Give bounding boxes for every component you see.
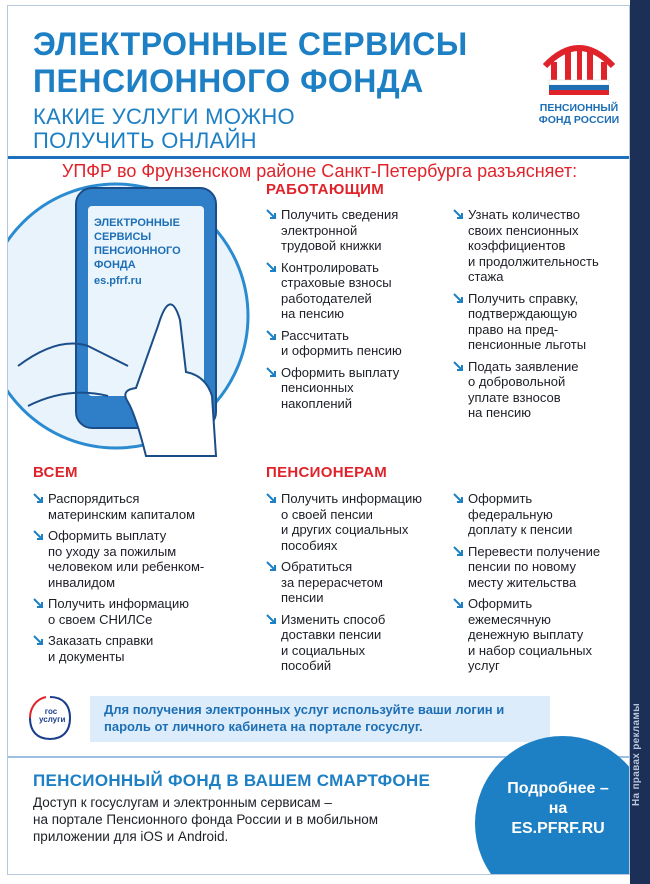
advertising-note: На правах рекламы bbox=[631, 703, 642, 807]
more-info-line-1: Подробнее – bbox=[507, 780, 609, 797]
list-item: Оформить выплату по уходу за пожилым человеком или ребенком- инвалидом bbox=[33, 528, 253, 590]
notice-text: УПФР во Фрунзенском районе Санкт-Петербурга разъясняет: bbox=[61, 161, 578, 181]
arrow-bullet-icon bbox=[33, 493, 43, 503]
arrow-bullet-icon bbox=[266, 209, 276, 219]
arrow-bullet-icon bbox=[266, 614, 276, 624]
title-line-2: ПЕНСИОННОГО ФОНДА bbox=[33, 63, 424, 99]
working-list-col1 bbox=[266, 207, 446, 417]
arrow-bullet-icon bbox=[266, 330, 276, 340]
list-item: Получить справку, подтверждающую право на пред- пенсионные льготы bbox=[453, 291, 623, 353]
phone-screen-line-3: ПЕНСИОННОГО bbox=[94, 245, 181, 257]
gosuslugi-logo bbox=[26, 694, 74, 742]
pfr-emblem-icon bbox=[531, 28, 627, 100]
list-item: Заказать справки и документы bbox=[33, 633, 253, 664]
pensioners-list-col1 bbox=[266, 491, 446, 680]
subtitle-line-1: КАКИЕ УСЛУГИ МОЖНО bbox=[33, 104, 295, 129]
phone-screen-line-2: СЕРВИСЫ bbox=[94, 231, 152, 243]
list-item: Оформить ежемесячную денежную выплату и набор социальных услуг bbox=[453, 596, 623, 674]
app-title: ПЕНСИОННЫЙ ФОНД В ВАШЕМ СМАРТФОНЕ bbox=[33, 771, 431, 790]
pfr-logo-caption-2: ФОНД РОССИИ bbox=[538, 114, 620, 126]
list-item: Узнать количество своих пенсионных коэффициентов и продолжительность стажа bbox=[453, 207, 623, 285]
list-item: Оформить выплату пенсионных накоплений bbox=[266, 365, 446, 412]
list-item: Контролировать страховые взносы работодателей на пенсию bbox=[266, 260, 446, 322]
list-item: Получить информацию о своем СНИЛСе bbox=[33, 596, 253, 627]
pensioners-list-col2 bbox=[453, 491, 623, 680]
more-info-line-2: на ES.PFRF.RU bbox=[511, 800, 605, 837]
arrow-bullet-icon bbox=[266, 493, 276, 503]
header-divider bbox=[8, 156, 630, 159]
pfr-logo-caption-1: ПЕНСИОННЫЙ bbox=[539, 102, 619, 114]
arrow-bullet-icon bbox=[453, 361, 463, 371]
phone-illustration bbox=[8, 176, 263, 466]
arrow-bullet-icon bbox=[453, 546, 463, 556]
arrow-bullet-icon bbox=[453, 598, 463, 608]
more-info-text bbox=[503, 779, 613, 839]
all-list bbox=[33, 491, 253, 670]
arrow-bullet-icon bbox=[266, 367, 276, 377]
pfr-logo-caption bbox=[531, 102, 627, 126]
phone-screen-line-4: ФОНДА bbox=[94, 259, 136, 271]
gosuslugi-banner bbox=[90, 696, 550, 742]
section-title-all: ВСЕМ bbox=[33, 464, 78, 481]
list-item: Оформить федеральную доплату к пенсии bbox=[453, 491, 623, 538]
list-item: Обратиться за перерасчетом пенсии bbox=[266, 559, 446, 606]
list-item: Получить информацию о своей пенсии и других социальных пособиях bbox=[266, 491, 446, 553]
arrow-bullet-icon bbox=[33, 598, 43, 608]
pfr-logo bbox=[531, 28, 627, 136]
gosuslugi-logo-text: гос услуги bbox=[39, 707, 66, 724]
poster bbox=[7, 5, 630, 875]
app-text: Доступ к госуслугам и электронным сервисам – на портале Пенсионного фонда России и в мобильном приложении для iOS и Android. bbox=[33, 795, 379, 844]
title-line-1: ЭЛЕКТРОННЫЕ СЕРВИСЫ bbox=[33, 26, 468, 62]
phone-screen-url: es.pfrf.ru bbox=[94, 275, 142, 287]
arrow-bullet-icon bbox=[33, 530, 43, 540]
section-title-pensioners: ПЕНСИОНЕРАМ bbox=[266, 464, 388, 481]
list-item: Распорядиться материнским капиталом bbox=[33, 491, 253, 522]
arrow-bullet-icon bbox=[266, 262, 276, 272]
list-item: Подать заявление о добровольной уплате взносов на пенсию bbox=[453, 359, 623, 421]
arrow-bullet-icon bbox=[266, 561, 276, 571]
list-item: Получить сведения электронной трудовой книжки bbox=[266, 207, 446, 254]
arrow-bullet-icon bbox=[453, 293, 463, 303]
subtitle-line-2: ПОЛУЧИТЬ ОНЛАЙН bbox=[33, 128, 257, 153]
list-item: Рассчитать и оформить пенсию bbox=[266, 328, 446, 359]
section-title-working: РАБОТАЮЩИМ bbox=[266, 181, 385, 198]
working-list-col2 bbox=[453, 207, 623, 427]
phone-screen-line-1: ЭЛЕКТРОННЫЕ bbox=[94, 217, 180, 229]
list-item: Перевести получение пенсии по новому месту жительства bbox=[453, 544, 623, 591]
gosuslugi-text: Для получения электронных услуг используйте ваши логин и пароль от личного кабинета на портале госуслуг. bbox=[104, 702, 505, 734]
arrow-bullet-icon bbox=[33, 635, 43, 645]
arrow-bullet-icon bbox=[453, 209, 463, 219]
arrow-bullet-icon bbox=[453, 493, 463, 503]
list-item: Изменить способ доставки пенсии и социальных пособий bbox=[266, 612, 446, 674]
